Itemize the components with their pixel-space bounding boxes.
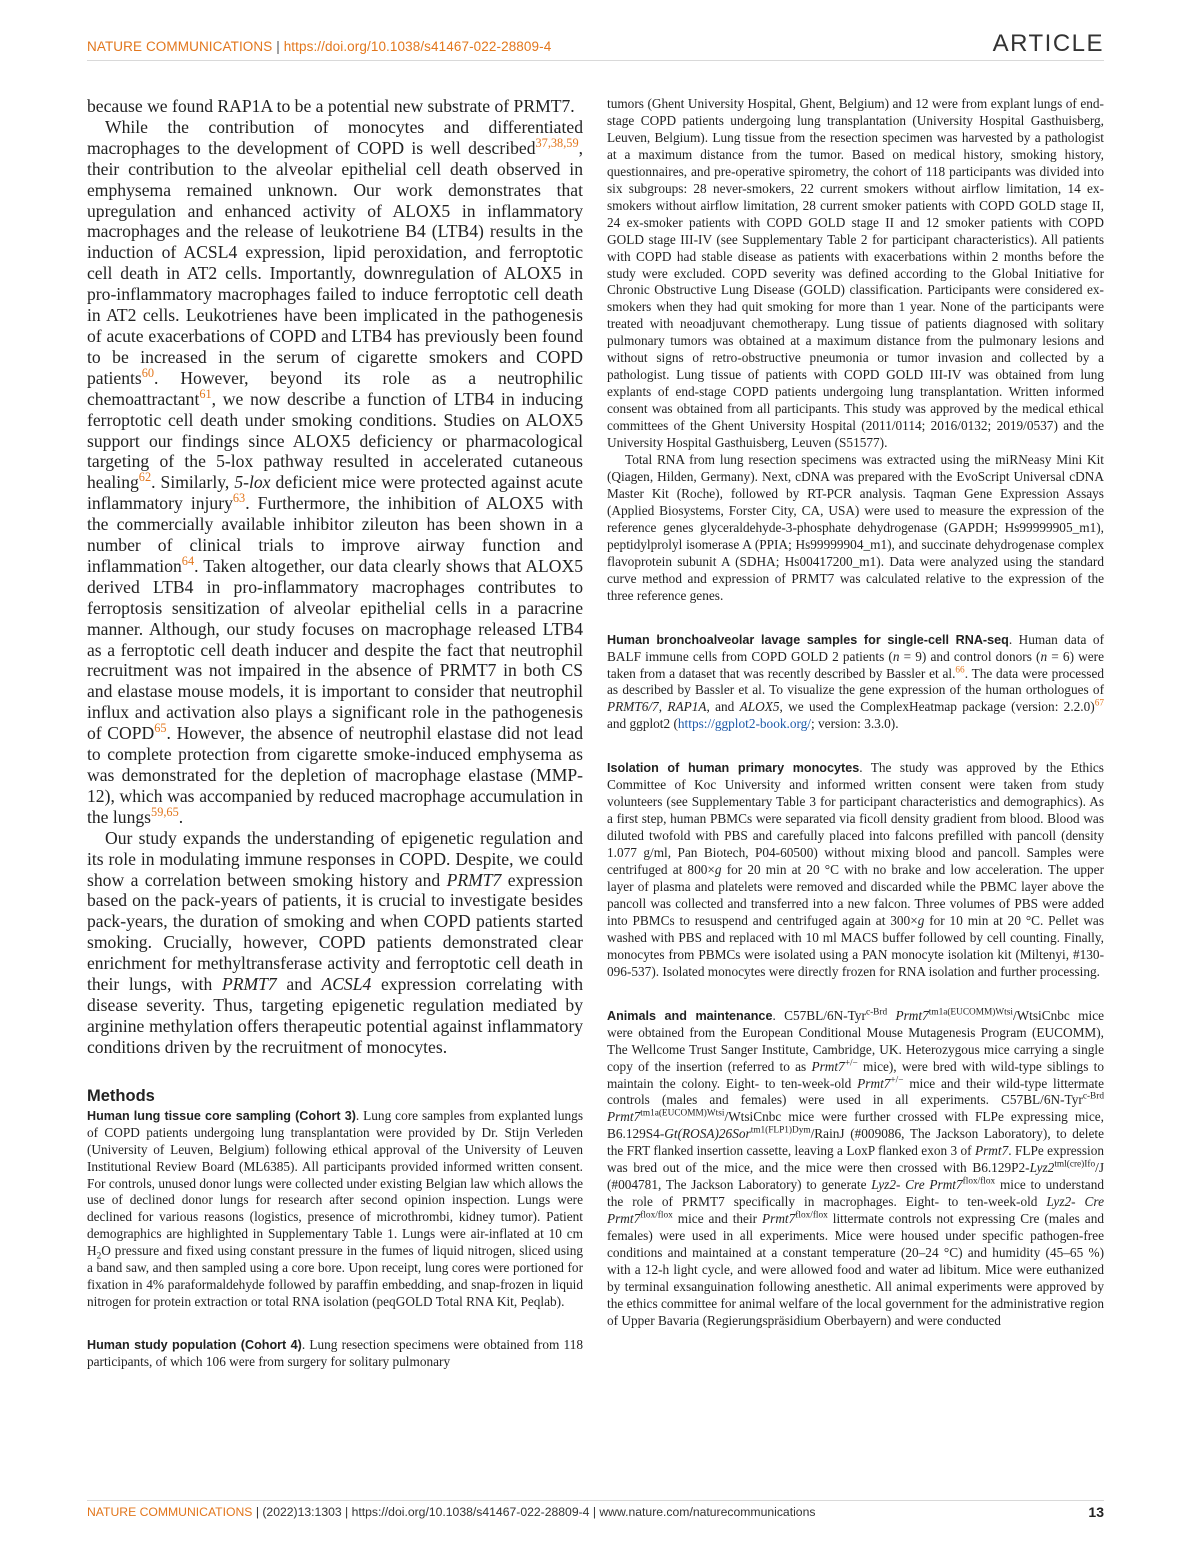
page-header	[87, 30, 1104, 61]
citation-ref[interactable]: 65	[154, 721, 167, 736]
subsection-heading: Isolation of human primary monocytes	[607, 761, 860, 776]
footer-journal-name: NATURE COMMUNICATIONS	[87, 1505, 253, 1519]
citation-ref[interactable]: 67	[1094, 698, 1105, 709]
paragraph-alox5-discussion: While the contribution of monocytes and differentiated macrophages to the development of COPD is well described$^{37,38,59}$, their contribution to the alveolar epithelial cell death observed in emphysema remained unknown. Our work demonstrates that upregulation and enhanced activity of ALOX5 in inflammatory macrophages and the release of leukotriene B4 (LTB4) results in the induction of ACSL4 expression, lipid peroxidation, and ferroptotic cell death in AT2 cells. Importantly, downregulation of ALOX5 in pro-inflammatory macrophages failed to induce ferroptotic cell death in AT2 cells. Leukotrienes have been implicated in the pathogenesis of acute exacerbations of COPD and LTB4 has previously been found to be increased in the serum of cigarette smokers and COPD patients$^{60}$. However, beyond its role as a neutrophilic chemoattractant$^{61}$, we now describe a function of LTB4 in inducing ferroptotic cell death under smoking conditions. Studies on ALOX5 support our findings since ALOX5 deficiency or pharmacological targeting of the 5-lox pathway resulted in accelerated cutaneous healing$^{62}$. Similarly, 5-lox deficient mice were protected against acute inflammatory injury$^{63}$. Furthermore, the inhibition of ALOX5 with the commercially available inhibitor zileuton has been shown in a number of clinical trials to improve airway function and inflammation$^{64}$. Taken altogether, our data clearly shows that ALOX5 derived LTB4 in pro-inflammatory macrophages contributes to ferroptosis sensitization of alveolar epithelial cells in a paracrine manner. Although, our study focuses on macrophage released LTB4 as a ferroptotic cell death inducer and despite the fact that neutrophil recruitment was not impaired in the absence of PRMT7 in both CS and elastase mouse models, it is important to consider that neutrophil influx and activation also plays a significant role in the pathogenesis of COPD$^{65}$. However, the absence of neutrophil elastase did not lead to complete protection from cigarette smoke-induced emphysema as was demonstrated for the depletion of macrophage elastase (MMP-12), which was accompanied by reduced macrophage accumulation in the lungs$^{59,65}$.	[87, 116, 583, 827]
subsection-heading: Human bronchoalveolar lavage samples for single-cell RNA-seq	[607, 632, 1009, 647]
methods-heading: Methods	[87, 1086, 155, 1105]
right-column	[607, 96, 1104, 1330]
subsection-heading: Animals and maintenance	[607, 1008, 773, 1023]
header-separator: |	[276, 39, 280, 54]
paragraph-substrate: because we found RAP1A to be a potential new substrate of PRMT7.	[87, 96, 575, 116]
paragraph-epigenetic-regulation: Our study expands the understanding of epigenetic regulation and its role in modulating immune responses in COPD. Despite, we could show a correlation between smoking history and PRMT7 expression based on the pack-years of patients, it is crucial to investigate besides pack-years, the duration of smoking and when COPD patients started smoking. Crucially, however, COPD patients demonstrated clear enrichment for methyltransferase activity and ferroptotic cell death in their lungs, with PRMT7 and ACSL4 expression correlating with disease severity. Thus, targeting epigenetic regulation mediated by arginine methylation offers therapeutic potential against inflammatory conditions driven by the recruitment of monocytes.	[87, 827, 584, 1057]
footer-citation	[87, 1505, 815, 1519]
left-column	[87, 96, 583, 1371]
citation-ref[interactable]: 63	[232, 491, 246, 506]
paragraph-total-rna: Total RNA from lung resection specimens was extracted using the miRNeasy Mini Kit (Qiagen, Hilden, Germany). Next, cDNA was prepared with the EvoScript Universal cDNA Master Kit (Roche), followed by RT-PCR analysis. Taqman Gene Expression Assays (Applied Biosystems, Forster City, CA, USA) were used to measure the expression of the reference genes glyceraldehyde-3-phosphate dehydrogenase (GAPDH; Hs99999905_m1), peptidylprolyl isomerase A (PPIA; Hs99999904_m1), and succinate dehydrogenase complex flavoprotein subunit A (SDHA; Hs00417200_m1). Data were analyzed using the standard curve method and expression of PRMT7 was calculated relative to the expression of the three reference genes.	[607, 452, 1104, 603]
citation-ref[interactable]: 60	[141, 365, 155, 380]
running-head	[87, 39, 551, 54]
section-monocyte-isolation: Isolation of human primary monocytes. The study was approved by the Ethics Committee of Koc University and informed written consent were taken from study volunteers (see Supplementary Table 3 for participant characteristics and demographics). As a first step, human PBMCs were separated via ficoll density gradient from blood. Blood was diluted twofold with PBS and carefully placed into falcons prefilled with pancoll (density 1.077 g/ml, Pan Biotech, P04-60500) without mixing blood and pancoll. Samples were centrifuged at 800×g for 20 min at 20 °C with no brake and low acceleration. The upper layer of plasma and platelets were removed and discarded while the PBMC layer above the pancoll was collected and transferred into a new falcon. Three volumes of PBS were added into PBMCs to resuspend and centrifuged again at 300×g for 10 min at 20 °C. Pellet was washed with PBS and replaced with 10 ml MACS buffer followed by cell counting. Finally, monocytes from PBMCs were isolated using a PAN monocyte isolation kit (Miltenyi, #130-096-537). Isolated monocytes were directly frozen for RNA isolation and further processing.	[607, 760, 1105, 979]
citation-ref[interactable]: 66	[955, 665, 965, 676]
section-animals-maintenance: Animals and maintenance. C57BL/6N-Tyr$^{c-Brd}$ $Prmt7^{tm1a(EUCOMM)Wtsi}$/WtsiCnbc mice were obtained from the European Conditional Mouse Mutagenesis Program (EUCOMM), The Wellcome Trust Sanger Institute, Cambridge, UK. Heterozygous mice carrying a single copy of the insertion (referred to as Prmt7+/− mice), were bred with wild-type siblings to maintain the colony. Eight- to ten-week-old Prmt7+/− mice and their wild-type littermate controls (males and females) were used in all experiments. C57BL/6N-Tyr$^{c-Brd}$ $Prmt7^{tm1a(EUCOMM)Wtsi}$/WtsiCnbc mice were further crossed with FLPe expressing mice, B6.129S4-Gt(ROSA)26Sor$^{tm1(FLP1)Dym}$/RainJ (#009086, The Jackson Laboratory), to delete the FRT flanked insertion cassette, leaving a LoxP flanked exon 3 of Prmt7. FLPe expression was bred out of the mice, and the mice were then crossed with $B6.129P2-Lyz2^{tml(cre)Ifo}/J$ (#004781, The Jackson Laboratory) to generate Lyz2- Cre $Prmt7^{flox/flox}$ mice to understand the role of PRMT7 specifically in macrophages. Eight- to ten-week-old Lyz2- Cre $Prmt7^{flox/flox}$ mice and their $Prmt7^{flox/flox}$ littermate controls not expressing Cre (males and females) were used in all experiments. Mice were housed under specific pathogen-free conditions and maintained at a constant temperature (20–24 °C) and humidity (45–65 %) with a 12-h light cycle, and were allowed food and water ad libitum. Mice were euthanized by terminal exsanguination following anesthetic. All animal experiments were approved by the ethics committee for animal welfare of the local government for the administrative region of Upper Bavaria (Regierungspräsidium Oberbayern) and were conducted	[607, 1007, 1105, 1328]
article-type-label: ARTICLE	[992, 30, 1104, 57]
subsection-heading: Human study population (Cohort 4)	[87, 1338, 302, 1353]
journal-name: NATURE COMMUNICATIONS	[87, 39, 273, 54]
ggplot2-link[interactable]: https://ggplot2-book.org/	[677, 716, 812, 732]
subsection-heading: Human lung tissue core sampling (Cohort 3)	[87, 1108, 356, 1123]
citation-ref[interactable]: 62	[138, 470, 152, 485]
citation-ref[interactable]: 59,65	[151, 804, 179, 819]
citation-ref[interactable]: 64	[181, 554, 195, 569]
citation-ref[interactable]: 37,38,59	[535, 135, 579, 150]
page-footer	[87, 1500, 1104, 1523]
paragraph-cohort-continued: tumors (Ghent University Hospital, Ghent, Belgium) and 12 were from explant lungs of end-stage COPD patients undergoing lung transplantation (University Hospital Gasthuisberg, Leuven, Belgium). Lung tissue from the resection specimen was harvested by a pathologist at a maximum distance from the tumor. Based on medical history, smoking history, questionnaires, and pre-operative spirometry, the cohort of 118 participants was divided into six subgroups: 28 never-smokers, 22 current smokers without airflow limitation, 14 ex-smokers without airflow limitation, 28 current smoker patients with COPD GOLD stage II, 24 ex-smoker patients with COPD GOLD stage II and 12 smoker patients with COPD GOLD stage III-IV (see Supplementary Table 2 for participant characteristics). All patients with COPD had stable disease as patients with exacerbations within 2 months before the study were excluded. COPD severity was defined according to the Global Initiative for Chronic Obstructive Lung Disease (GOLD) classification. Participants were considered ex-smokers when they had quit smoking for more than 1 year. None of the participants were treated with neoadjuvant chemotherapy. Lung tissue of patients diagnosed with solitary pulmonary tumors was obtained at a maximum distance from the pulmonary lesions and without signs of retro-obstructive pneumonia or tumor invasion and collected by a pathologist. Lung tissue of patients with COPD GOLD III-IV was obtained from lung explants of end-stage COPD patients undergoing lung transplantation. Written informed consent was obtained from all participants. This study was approved by the medical ethical committees of the Ghent University Hospital (2011/0114; 2016/0132; 2019/0537) and the University Hospital Gasthuisberg, Leuven (S51577).	[607, 96, 1104, 451]
footer-citation-text: | (2022)13:1303 | https://doi.org/10.1038/s41467-022-28809-4 | www.nature.com/naturecommunications	[252, 1505, 816, 1519]
page-number: 13	[1088, 1504, 1104, 1520]
section-lung-core-sampling: Human lung tissue core sampling (Cohort 3). Lung core samples from explanted lungs of COPD patients undergoing lung transplantation were provided by Dr. Stijn Verleden (University of Leuven, Belgium) following ethical approval of the University of Leuven Institutional Review Board (ML6385). All participants provided informed written consent. For controls, unused donor lungs were collected under existing Belgian law which allows the use of declined donor lungs for research after second opinion inspection. Lungs were declined for various reasons (logistics, presence of microthrombi, kidney tumor). Patient demographics are highlighted in Supplementary Table 1. Lungs were air-inflated at 10 cm $H_2O$ pressure and fixed using constant pressure in the fumes of liquid nitrogen, sliced using a band saw, and then sampled using a core bore. Upon receipt, lung cores were portioned for fixation in 4% paraformaldehyde followed by paraffin embedding, and snap-frozen in liquid nitrogen for protein extraction or total RNA isolation (peqGOLD Total RNA Kit, Peqlab).	[87, 1107, 583, 1310]
doi-link[interactable]: https://doi.org/10.1038/s41467-022-28809-4	[283, 39, 552, 54]
citation-ref[interactable]: 61	[199, 386, 212, 401]
section-balf-scrnaseq: Human bronchoalveolar lavage samples for single-cell RNA-seq. Human data of BALF immune cells from COPD GOLD 2 patients (n = 9) and control donors (n = 6) were taken from a dataset that was recently described by Bassler et al.$^{66}$. The data were processed as described by Bassler et al. To visualize the gene expression of the human orthologues of PRMT6/7, RAP1A, and ALOX5, we used the ComplexHeatmap package (version: 2.2.0)$^{67}$ and ggplot2 (https://ggplot2-book.org/; version: 3.3.0).	[607, 631, 1105, 732]
section-study-population: Human study population (Cohort 4). Lung resection specimens were obtained from 118 participants, of which 106 were from surgery for solitary pulmonary	[87, 1337, 583, 1370]
